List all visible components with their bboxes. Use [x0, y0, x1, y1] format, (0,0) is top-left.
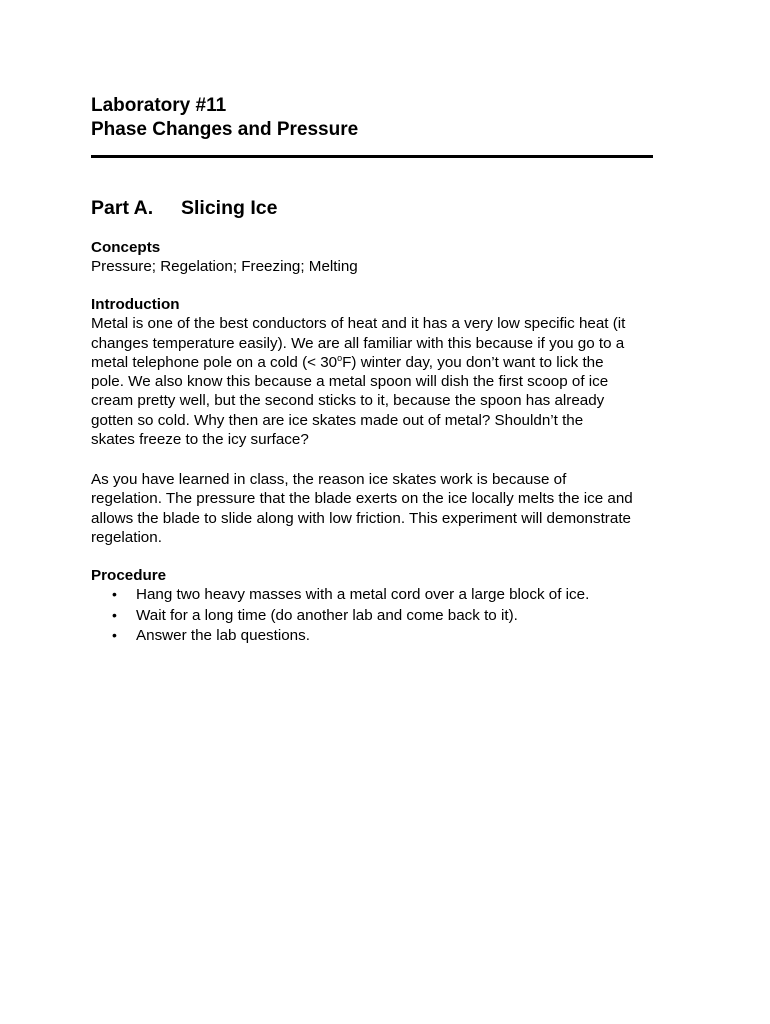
- lab-number: Laboratory #11: [91, 95, 227, 116]
- concepts-section: [91, 238, 691, 277]
- title-divider: [91, 155, 653, 158]
- intro2-line: allows the blade to slide along with low friction. This experiment will demonstrate: [91, 509, 631, 527]
- procedure-step-text: Hang two heavy masses with a metal cord over a large block of ice.: [136, 586, 590, 604]
- introduction-heading: Introduction: [91, 296, 180, 313]
- bullet-icon: •: [112, 627, 117, 644]
- procedure-step-text: Wait for a long time (do another lab and come back to it).: [136, 606, 518, 624]
- list-item: [91, 626, 691, 646]
- list-item: [91, 606, 691, 626]
- lab-title: Phase Changes and Pressure: [91, 119, 359, 140]
- intro-line: skates freeze to the icy surface?: [91, 431, 309, 449]
- intro-line: Metal is one of the best conductors of heat and it has a very low specific heat (it: [91, 315, 626, 333]
- list-item: [91, 585, 691, 605]
- intro2-line: regelation.: [91, 528, 162, 546]
- procedure-list: [91, 585, 691, 646]
- part-number: Part A.: [91, 197, 154, 219]
- regelation-paragraph: [91, 470, 691, 547]
- intro-line: changes temperature easily). We are all familiar with this because if you go to a: [91, 334, 625, 352]
- intro-line: pole. We also know this because a metal spoon will dish the first scoop of ice: [91, 373, 609, 391]
- introduction-section: [91, 295, 691, 449]
- bullet-icon: •: [112, 606, 117, 623]
- document-title: [91, 94, 358, 142]
- introduction-paragraph-2: [91, 470, 691, 547]
- degree-superscript: o: [337, 352, 343, 363]
- intro-line: cream pretty well, but the second sticks to it, because the spoon has already: [91, 392, 605, 410]
- introduction-paragraph: [91, 314, 691, 449]
- part-heading: [91, 196, 277, 220]
- intro-line-part: metal telephone pole on a cold (< 30: [91, 353, 338, 371]
- procedure-step-text: Answer the lab questions.: [136, 627, 310, 645]
- intro-line: gotten so cold. Why then are ice skates made out of metal? Shouldn’t the: [91, 411, 584, 429]
- procedure-heading: Procedure: [91, 567, 167, 584]
- intro-line: [91, 354, 604, 371]
- intro2-line: As you have learned in class, the reason ice skates work is because of: [91, 471, 567, 488]
- concepts-text: Pressure; Regelation; Freezing; Melting: [91, 258, 358, 276]
- bullet-icon: •: [112, 586, 117, 603]
- procedure-section: [91, 566, 691, 647]
- intro-line-part: F) winter day, you don’t want to lick the: [342, 353, 604, 371]
- part-title: Slicing Ice: [181, 197, 278, 219]
- intro2-line: regelation. The pressure that the blade exerts on the ice locally melts the ice and: [91, 490, 633, 508]
- concepts-heading: Concepts: [91, 239, 161, 256]
